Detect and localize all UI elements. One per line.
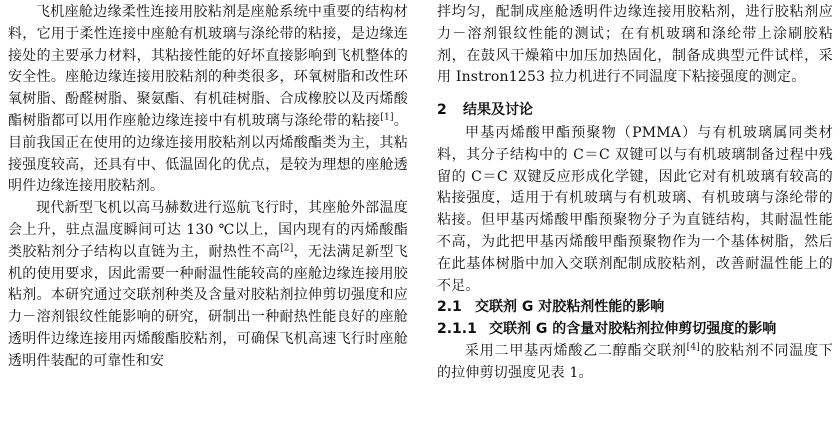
method-paragraph-continued	[437, 2, 833, 89]
results-paragraph-1-text: 甲基丙烯酸甲酯预聚物（PMMA）与有机玻璃属同类材料，其分子结构中的 C＝C 双键可以与有机玻璃制备过程中残留的 C＝C 双键反应形成化学键，因此它对有机玻璃有较高的粘接强度，适用于有机玻璃与有机玻璃、有机玻璃与涤纶带的粘接。但甲基丙烯酸甲酯预聚物分子为直链结构，其耐温性能不高，为此把甲基丙烯酸甲酯预聚物作为一个基体树脂，然后在此基体树脂中加入交联剂配制成胶粘剂，改善耐温性能上的不足。	[437, 124, 833, 294]
intro-paragraph-1-text-cont: 。目前我国正在使用的边缘连接用胶粘剂以丙烯酸酯类为主，其粘接强度较高，还具有中、低温固化的优点，是较为理想的座舱透明件边缘连接用胶粘剂。	[8, 112, 409, 195]
intro-paragraph-1	[8, 2, 408, 198]
citation-ref-1: [1]	[380, 112, 394, 123]
section-heading-results	[437, 100, 833, 122]
method-paragraph-text: 拌均匀，配制成座舱透明件边缘连接用胶粘剂，进行胶粘剂应力－溶剂银纹性能的测试；在有机玻璃和涤纶带上涂刷胶粘剂，在鼓风干燥箱中加压加热固化，制备成典型元件试样，采用 Instron1253 拉力机进行不同温度下粘接强度的测定。	[437, 4, 833, 86]
citation-ref-2: [2]	[280, 243, 294, 254]
section-number: 2	[437, 102, 447, 119]
subsection-title: 交联剂 G 对胶粘剂性能的影响	[475, 299, 665, 316]
results-paragraph-1	[437, 123, 833, 297]
left-column	[8, 2, 408, 373]
intro-paragraph-2	[8, 198, 408, 372]
intro-paragraph-2-text-cont: ，无法满足新型飞机的使用要求，因此需要一种耐温性能较高的座舱边缘连接用胶粘剂。本研究通过交联剂种类及含量对胶粘剂拉伸剪切强度和应力－溶剂银纹性能影响的研究，研制出一种耐热性能良好的座舱透明件边缘连接用丙烯酸酯胶粘剂，可确保飞机高速飞行时座舱透明件装配的可靠性和安	[8, 243, 408, 369]
subsection-heading-2-1	[437, 297, 833, 319]
subsubsection-title: 交联剂 G 的含量对胶粘剂拉伸剪切强度的影响	[489, 321, 777, 338]
section-title: 结果及讨论	[463, 102, 533, 119]
subsubsection-heading-2-1-1	[437, 319, 833, 341]
results-paragraph-2	[437, 341, 833, 385]
subsection-number: 2.1	[437, 299, 462, 316]
intro-paragraph-1-text: 飞机座舱边缘柔性连接用胶粘剂是座舱系统中重要的结构材料，它用于柔性连接中座舱有机玻璃与涤纶带的粘接，是边缘连接处的主要承力材料，其粘接性能的好坏直接影响到飞机整体的安全性。座舱边缘连接用胶粘剂的种类很多，环氧树脂和改性环氧树脂、酚醛树脂、聚氨酯、有机硅树脂、合成橡胶以及丙烯酸酯树脂都可以用作座舱边缘连接中有机玻璃与涤纶带的粘接	[8, 4, 408, 129]
citation-ref-4: [4]	[686, 342, 701, 353]
subsubsection-number: 2.1.1	[437, 321, 477, 338]
results-paragraph-2-text-cont: 的胶粘剂不同温度下的拉伸剪切强度见表 1。	[437, 342, 834, 381]
right-column	[437, 2, 833, 385]
intro-paragraph-2-text: 现代新型飞机以高马赫数进行巡航飞行时，其座舱外部温度会上升，驻点温度瞬间可达 130 ℃以上，国内现有的丙烯酸酯类胶粘剂分子结构以直链为主，耐热性不高	[8, 200, 408, 260]
results-paragraph-2-text: 采用二甲基丙烯酸乙二醇酯交联剂	[465, 342, 687, 359]
